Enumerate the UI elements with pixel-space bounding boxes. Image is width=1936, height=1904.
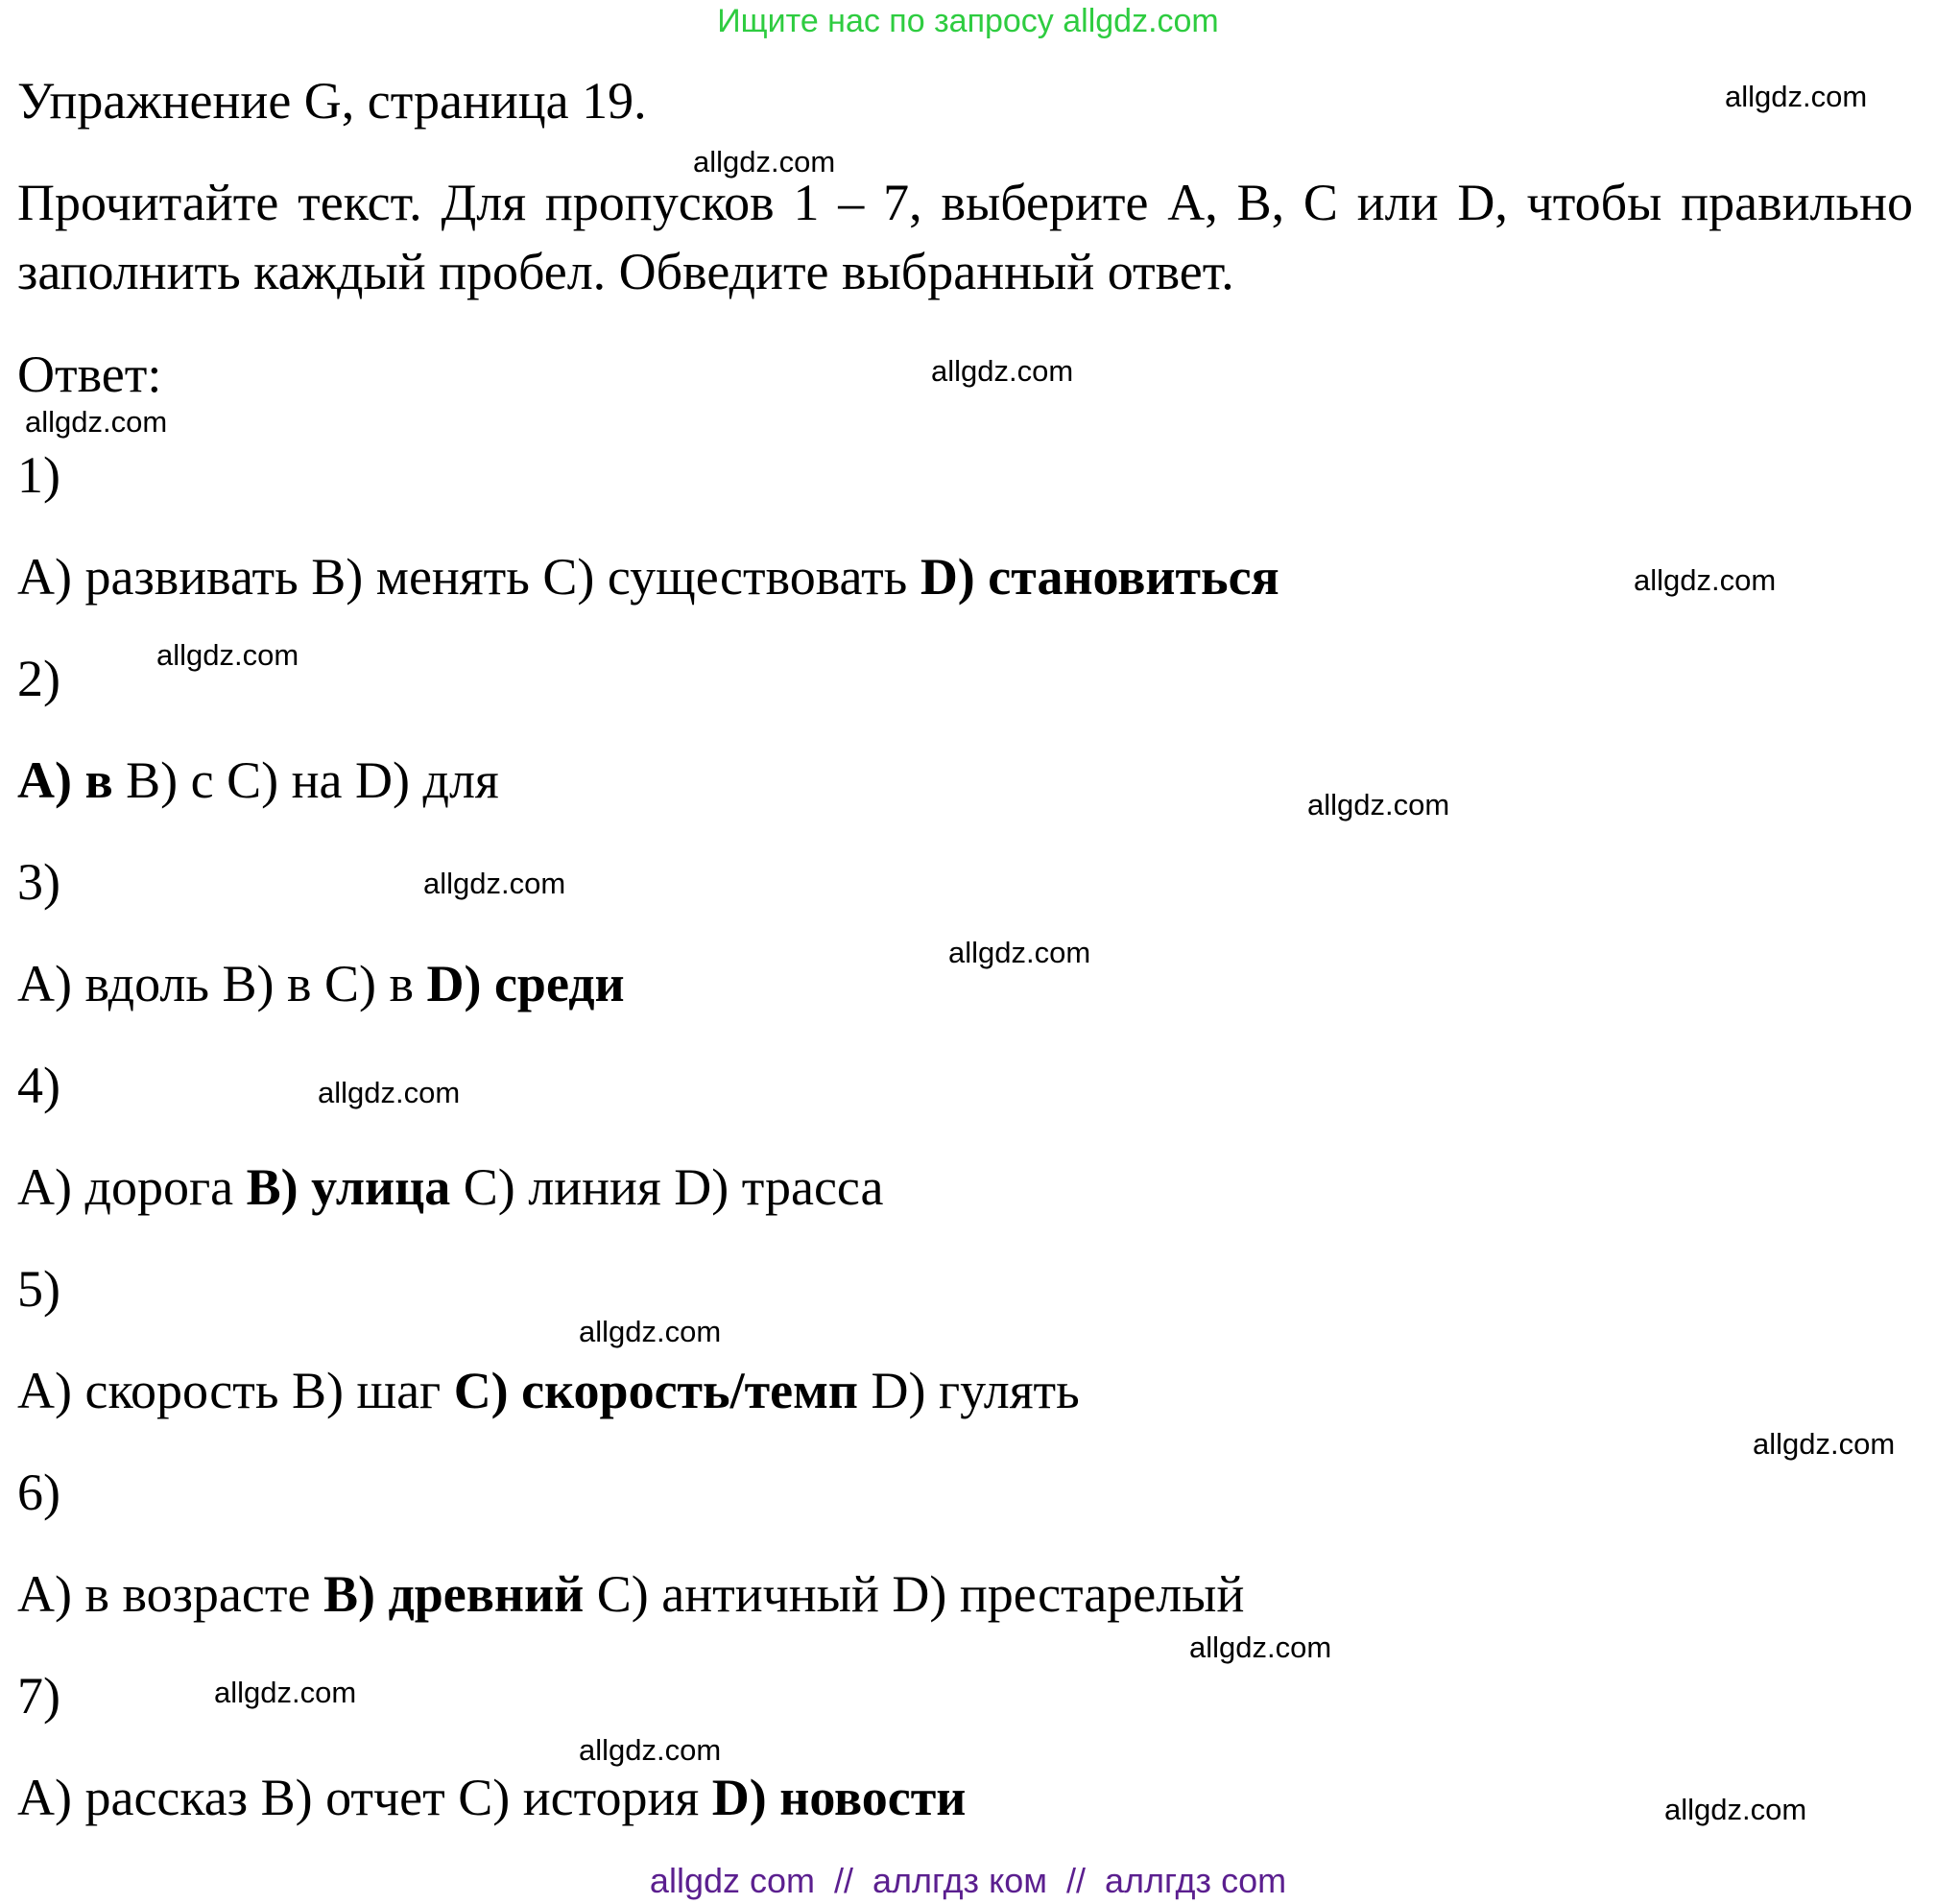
option-c: C) история	[458, 1769, 700, 1826]
watermark: allgdz.com	[1753, 1427, 1896, 1461]
watermark: allgdz.com	[1189, 1630, 1332, 1664]
option-c: C) античный	[596, 1565, 879, 1623]
answer-label: Ответ:	[17, 345, 162, 403]
option-b: B) в	[222, 955, 312, 1012]
option-b: B) улица	[246, 1158, 451, 1216]
question-options	[17, 1357, 1080, 1424]
watermark: allgdz.com	[693, 145, 836, 178]
question-options	[17, 543, 1279, 610]
watermark: allgdz.com	[579, 1315, 722, 1348]
option-c: C) на	[227, 751, 343, 809]
question-number: 4)	[17, 1057, 60, 1114]
question-options	[17, 1560, 1244, 1628]
option-b: B) отчет	[260, 1769, 445, 1826]
option-d: D) новости	[711, 1769, 967, 1826]
watermark: allgdz.com	[579, 1733, 722, 1767]
watermark: allgdz.com	[156, 638, 299, 672]
question-options	[17, 747, 499, 814]
question-number: 6)	[17, 1464, 60, 1521]
option-c: C) существовать	[542, 548, 908, 606]
watermark: allgdz.com	[423, 867, 566, 900]
option-d: D) престарелый	[892, 1565, 1245, 1623]
question-options	[17, 1154, 884, 1221]
option-d: D) трасса	[674, 1158, 884, 1216]
watermark: allgdz.com	[318, 1076, 461, 1109]
question-number: 5)	[17, 1260, 60, 1318]
option-d: D) среди	[426, 955, 625, 1012]
option-d: D) становиться	[920, 548, 1279, 606]
watermark: allgdz.com	[948, 936, 1091, 969]
option-b: B) с	[126, 751, 214, 809]
option-b: B) шаг	[291, 1362, 442, 1419]
watermark: allgdz.com	[214, 1676, 357, 1709]
watermark: allgdz.com	[931, 354, 1074, 388]
option-a: A) в возрасте	[17, 1565, 311, 1623]
option-a: A) рассказ	[17, 1769, 249, 1826]
question-number: 2)	[17, 650, 60, 707]
option-c: C) в	[323, 955, 414, 1012]
option-a: A) в	[17, 751, 113, 809]
question-number: 3)	[17, 853, 60, 911]
watermark: allgdz.com	[25, 405, 168, 439]
option-a: A) дорога	[17, 1158, 234, 1216]
option-c: C) линия	[463, 1158, 661, 1216]
page-title: Упражнение G, страница 19.	[17, 72, 647, 130]
search-banner: Ищите нас по запросу allgdz.com	[717, 3, 1219, 39]
footer-links: allgdz com // аллгдз ком // аллгдз com	[649, 1861, 1287, 1900]
question-number: 1)	[17, 446, 60, 504]
instruction-text: Прочитайте текст. Для пропусков 1 – 7, выберите A, B, C или D, чтобы правильно заполнить каждый пробел. Обведите выбранный ответ.	[17, 174, 1913, 300]
option-b: B) менять	[311, 548, 530, 606]
option-a: A) вдоль	[17, 955, 209, 1012]
option-d: D) для	[355, 751, 499, 809]
question-options	[17, 1764, 966, 1831]
question-number: 7)	[17, 1667, 60, 1725]
option-a: A) развивать	[17, 548, 299, 606]
watermark: allgdz.com	[1307, 788, 1450, 821]
watermark: allgdz.com	[1725, 80, 1868, 113]
option-a: A) скорость	[17, 1362, 279, 1419]
option-d: D) гулять	[871, 1362, 1080, 1419]
watermark: allgdz.com	[1664, 1793, 1807, 1826]
question-options	[17, 950, 625, 1017]
option-b: B) древний	[323, 1565, 585, 1623]
option-c: C) скорость/темп	[453, 1362, 859, 1419]
watermark: allgdz.com	[1634, 563, 1777, 597]
